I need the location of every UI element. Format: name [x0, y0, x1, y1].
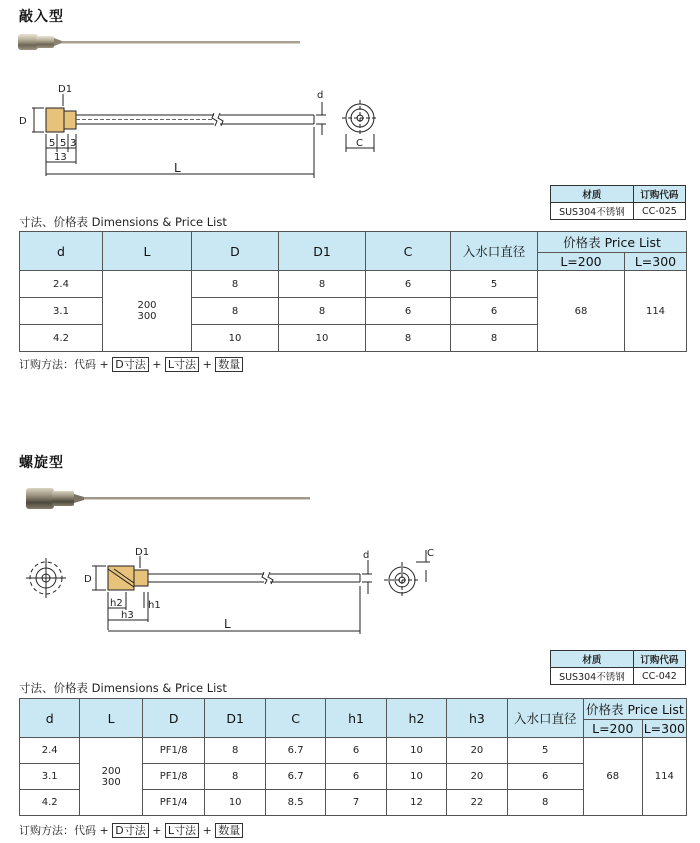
cell-d: 4.2 [20, 325, 103, 352]
technical-drawing-knock-in [14, 80, 394, 180]
cell-L-200: 200 [137, 300, 157, 311]
material-table-screw [550, 650, 686, 685]
order-prefix: 订购方法：代码 + [19, 358, 109, 371]
dim-label-D1: D1 [58, 84, 73, 95]
technical-drawing-screw [24, 546, 444, 636]
dim-label-h2: h2 [110, 598, 123, 609]
cell-price-200: 68 [583, 738, 642, 816]
col-header-price-list: 价格表 Price List [538, 232, 687, 253]
order-code-header: 订购代码 [633, 651, 685, 668]
cell-D1: 10 [279, 325, 366, 352]
col-header-price-list: 价格表 Price List [583, 699, 686, 720]
col-header-d: d [20, 699, 80, 738]
order-d-size-box: D寸法 [112, 823, 148, 838]
col-header-D1: D1 [205, 699, 265, 738]
material-value: SUS304不锈钢 [551, 203, 634, 220]
cell-L-300: 300 [101, 776, 121, 788]
cell-h3: 20 [447, 738, 507, 764]
col-header-price-200: L=200 [538, 253, 625, 271]
section-title-knock-in: 敲入型 [19, 9, 64, 25]
col-header-h1: h1 [326, 699, 386, 738]
cell-C: 6.7 [265, 764, 325, 790]
material-value: SUS304不锈钢 [551, 668, 634, 685]
order-d-size-box: D寸法 [112, 357, 148, 372]
col-header-C: C [265, 699, 325, 738]
col-header-C: C [366, 232, 451, 271]
col-header-inlet: 入水口直径 [451, 232, 538, 271]
cell-C: 8.5 [265, 790, 325, 816]
dim-label-h3: h3 [121, 610, 134, 621]
col-header-d: d [20, 232, 103, 271]
cell-D1: 10 [205, 790, 265, 816]
dim-label-D: D [19, 116, 27, 127]
cell-C: 6 [366, 271, 451, 298]
dim-label-3: 3 [70, 138, 77, 149]
dim-label-5b: 5 [60, 138, 67, 149]
cell-D: 10 [192, 325, 279, 352]
col-header-D1: D1 [279, 232, 366, 271]
dim-label-d: d [363, 550, 370, 561]
dim-label-d: d [317, 90, 324, 101]
cell-h1: 7 [326, 790, 386, 816]
material-table-knock-in [550, 185, 686, 220]
cell-C: 8 [366, 325, 451, 352]
col-header-price-300: L=300 [643, 721, 685, 736]
spec-table-screw [19, 698, 687, 816]
order-qty-box: 数量 [215, 357, 243, 372]
order-l-size-box: L寸法 [165, 357, 199, 372]
col-header-price-300: L=300 [625, 253, 687, 271]
dim-label-D1: D1 [135, 547, 150, 558]
order-prefix: 订购方法：代码 + [19, 824, 109, 837]
cell-D: PF1/4 [142, 790, 205, 816]
order-method-knock-in [19, 356, 243, 372]
cell-d: 2.4 [20, 271, 103, 298]
cell-C: 6.7 [265, 738, 325, 764]
cell-d: 3.1 [20, 298, 103, 325]
order-code-value: CC-042 [633, 668, 685, 685]
cell-d: 2.4 [20, 738, 80, 764]
product-photo-screw [26, 486, 316, 512]
cell-D1: 8 [205, 764, 265, 790]
cell-D1: 8 [279, 298, 366, 325]
order-plus: + [202, 824, 212, 837]
price-list-title: 寸法、价格表 Dimensions & Price List [19, 215, 227, 229]
cell-C: 6 [366, 298, 451, 325]
cell-inlet: 6 [507, 764, 583, 790]
cell-price-300: 114 [642, 738, 686, 816]
col-header-D: D [142, 699, 205, 738]
col-header-h2: h2 [386, 699, 446, 738]
order-l-size-box: L寸法 [165, 823, 199, 838]
cell-d: 4.2 [20, 790, 80, 816]
cell-L-300: 300 [137, 311, 157, 322]
cell-L [80, 738, 142, 816]
cell-inlet: 8 [451, 325, 538, 352]
cell-inlet: 6 [451, 298, 538, 325]
cell-h2: 10 [386, 764, 446, 790]
col-header-L: L [103, 232, 192, 271]
cell-inlet: 8 [507, 790, 583, 816]
dim-label-L: L [174, 161, 181, 175]
cell-h2: 12 [386, 790, 446, 816]
dim-label-D: D [84, 574, 92, 585]
cell-price-200: 68 [538, 271, 625, 352]
price-list-title: 寸法、价格表 Dimensions & Price List [19, 681, 227, 695]
material-header: 材质 [551, 186, 634, 203]
cell-h1: 6 [326, 764, 386, 790]
col-header-inlet: 入水口直径 [507, 699, 583, 738]
cell-inlet: 5 [507, 738, 583, 764]
product-photo-knock-in [18, 32, 308, 54]
cell-L [103, 271, 192, 352]
order-plus: + [152, 358, 162, 371]
cell-D1: 8 [279, 271, 366, 298]
cell-d: 3.1 [20, 764, 80, 790]
order-qty-box: 数量 [215, 823, 243, 838]
col-header-h3: h3 [447, 699, 507, 738]
dim-label-C: C [356, 138, 363, 149]
material-header: 材质 [551, 651, 634, 668]
spec-table-knock-in [19, 231, 687, 352]
col-header-L: L [80, 699, 142, 738]
cell-inlet: 5 [451, 271, 538, 298]
cell-h1: 6 [326, 738, 386, 764]
cell-L-200: 200 [101, 765, 121, 777]
section-title-screw: 螺旋型 [19, 455, 64, 471]
cell-h3: 22 [447, 790, 507, 816]
order-code-header: 订购代码 [633, 186, 685, 203]
cell-h2: 10 [386, 738, 446, 764]
cell-D: PF1/8 [142, 764, 205, 790]
col-header-price-200: L=200 [583, 720, 642, 738]
cell-D1: 8 [205, 738, 265, 764]
cell-D: PF1/8 [142, 738, 205, 764]
dim-label-C: C [427, 548, 434, 559]
dim-label-h1: h1 [148, 600, 161, 611]
dim-label-L: L [224, 617, 231, 631]
order-plus: + [202, 358, 212, 371]
cell-h3: 20 [447, 764, 507, 790]
col-header-D: D [192, 232, 279, 271]
cell-D: 8 [192, 298, 279, 325]
order-code-value: CC-025 [633, 203, 685, 220]
dim-label-5a: 5 [49, 138, 56, 149]
dim-label-13: 13 [54, 152, 67, 163]
order-method-screw [19, 822, 243, 838]
order-plus: + [152, 824, 162, 837]
cell-price-300: 114 [625, 271, 687, 352]
cell-D: 8 [192, 271, 279, 298]
